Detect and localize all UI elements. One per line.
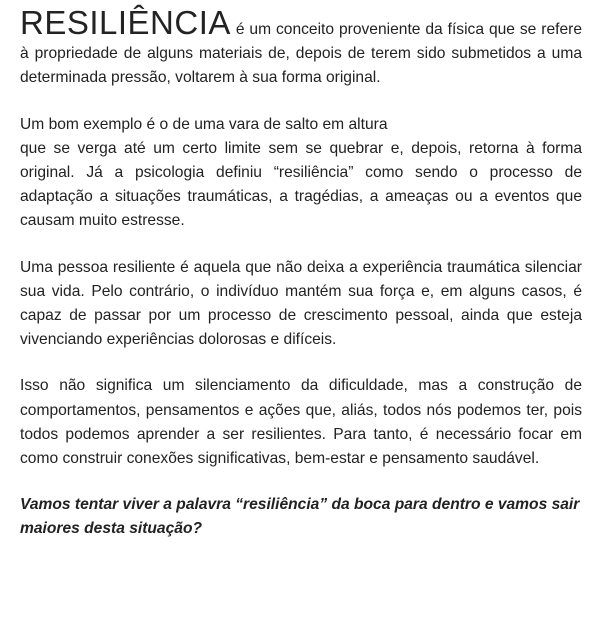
resilient-person-paragraph: Uma pessoa resiliente é aquela que não deixa a experiência traumática silenciar sua vida. Pelo contrário, o indivíduo mantém sua força e, em alguns casos, é capaz de passar por um processo de crescimento pessoal, ainda que esteja vivenciando experiências dolorosas e difíceis. <box>20 258 582 349</box>
example-paragraph <box>20 113 582 234</box>
intro-paragraph <box>20 4 582 91</box>
title-word: RESILIÊNCIA <box>20 4 231 41</box>
article <box>20 4 582 542</box>
meaning-paragraph: Isso não significa um silenciamento da dificuldade, mas a construção de comportamentos, pensamentos e ações que, aliás, todos nós podemos ter, pois todos podemos aprender a ser resilientes. Para tanto, é necessário focar em como construir conexões significativas, bem-estar e pensamento saudável. <box>20 377 582 468</box>
example-first-line: Um bom exemplo é o de uma vara de salto em altura <box>20 115 388 133</box>
closing-question: Vamos tentar viver a palavra “resiliência” da boca para dentro e vamos sair maiores desta situação? <box>20 496 580 538</box>
example-text: que se verga até um certo limite sem se quebrar e, depois, retorna à forma original. Já a psicologia definiu “resiliência” como sendo o processo de adaptação a situações traumáticas, a tragédias, a ameaças ou a eventos que causam muito estresse. <box>20 139 582 230</box>
intro-text: é um conceito proveniente da física que se refere à propriedade de alguns materiais de, depois de terem sido submetidos a uma determinada pressão, voltarem à sua forma original. <box>20 21 582 87</box>
